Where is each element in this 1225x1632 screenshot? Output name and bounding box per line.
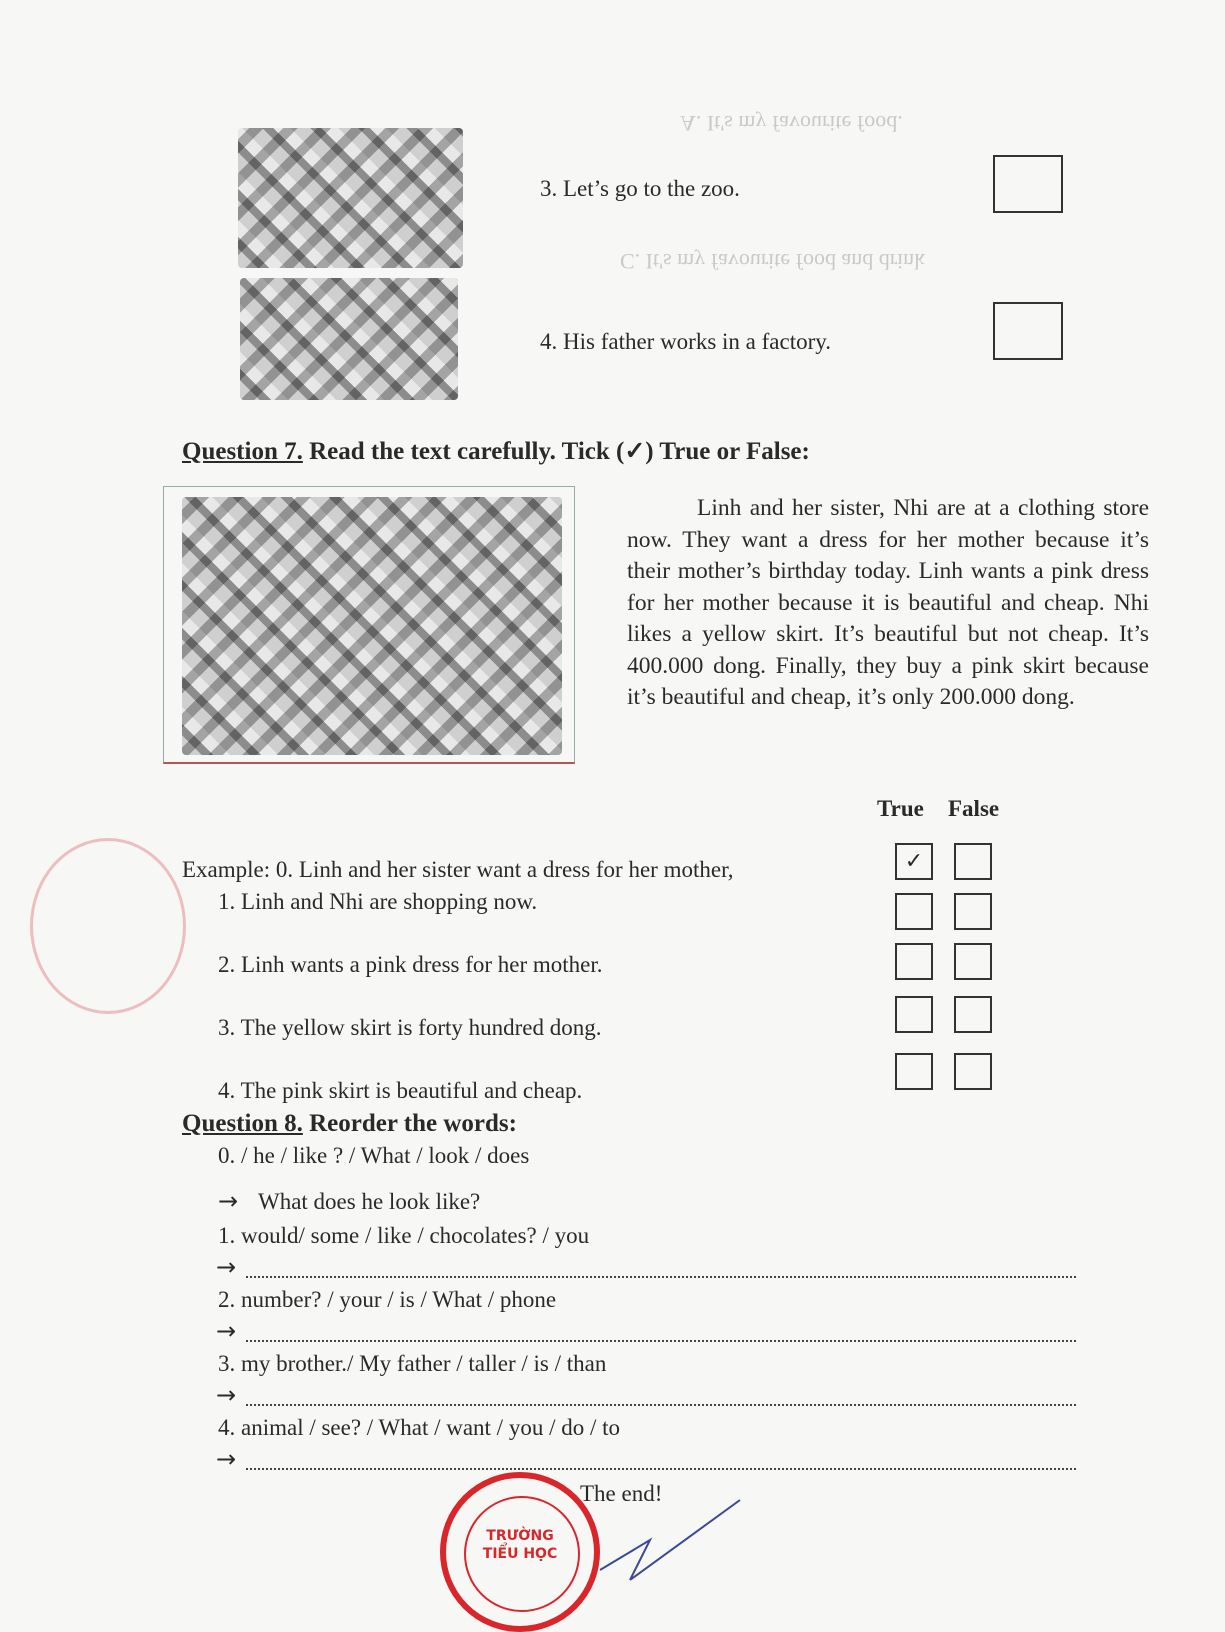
true-column-header: True bbox=[877, 796, 924, 821]
reorder-prompt-1: 1. would/ some / like / chocolates? / you bbox=[218, 1223, 590, 1248]
question-8-heading bbox=[182, 1110, 517, 1138]
statement-1-true-checkbox[interactable] bbox=[895, 893, 933, 930]
statement-2-true-checkbox[interactable] bbox=[895, 943, 933, 980]
example-true-checkbox[interactable]: ✓ bbox=[895, 843, 933, 880]
zoo-animals-image bbox=[238, 128, 463, 268]
statement-4: 4. The pink skirt is beautiful and cheap. bbox=[218, 1078, 583, 1103]
reorder-prompt-3: 3. my brother./ My father / taller / is / than bbox=[218, 1351, 607, 1376]
bleed-through-text: C. It's my favourite food and drink bbox=[620, 249, 926, 274]
clothing-store-image bbox=[182, 497, 562, 755]
arrow-icon: → bbox=[216, 1445, 237, 1473]
reorder-prompt-2: 2. number? / your / is / What / phone bbox=[218, 1287, 557, 1312]
question-8-instruction: Reorder the words: bbox=[302, 1110, 517, 1137]
false-column-header: False bbox=[948, 796, 1000, 821]
reading-passage: Linh and her sister, Nhi are at a clothing store now. They want a dress for her mother because it’s their mother’s birthday today. Linh wants a pink dress for her mother because it is beautiful and cheap. Nhi likes a yellow skirt. It’s beautiful but not cheap. It’s 400.000 dong. Finally, they buy a pink skirt because it’s beautiful and cheap, it’s only 200.000 dong. bbox=[627, 495, 1149, 710]
factory-image bbox=[240, 278, 458, 400]
arrow-icon: → bbox=[216, 1381, 237, 1409]
reorder-example-answer: What does he look like? bbox=[258, 1189, 481, 1214]
answer-line-3[interactable] bbox=[246, 1404, 1076, 1406]
example-false-checkbox[interactable] bbox=[954, 843, 992, 880]
signature bbox=[590, 1480, 770, 1585]
item-4-answer-box[interactable] bbox=[993, 302, 1063, 360]
statement-2-false-checkbox[interactable] bbox=[954, 943, 992, 980]
example-text: : 0. Linh and her sister want a dress for her mother, bbox=[263, 857, 734, 882]
question-7-heading bbox=[182, 436, 810, 466]
item-3-answer-box[interactable] bbox=[993, 155, 1063, 213]
end-text: The end! bbox=[580, 1481, 663, 1506]
arrow-icon: → bbox=[218, 1187, 239, 1215]
reorder-prompt-4: 4. animal / see? / What / want / you / do / to bbox=[218, 1415, 620, 1440]
statement-1-false-checkbox[interactable] bbox=[954, 893, 992, 930]
example-label: Example bbox=[182, 857, 264, 882]
stamp-line-1: TRƯỜNG bbox=[486, 1528, 554, 1544]
shopping-image-frame bbox=[163, 486, 575, 764]
example-statement bbox=[182, 856, 734, 884]
arrow-icon: → bbox=[216, 1253, 237, 1281]
item-3-text: 3. Let’s go to the zoo. bbox=[540, 176, 740, 201]
statement-4-true-checkbox[interactable] bbox=[895, 1053, 933, 1090]
faded-stamp bbox=[30, 838, 186, 1014]
question-7-label: Question 7. bbox=[182, 438, 303, 465]
item-4-text: 4. His father works in a factory. bbox=[540, 329, 832, 354]
school-stamp bbox=[440, 1472, 600, 1632]
statement-2: 2. Linh wants a pink dress for her mother. bbox=[218, 952, 603, 977]
answer-line-2[interactable] bbox=[246, 1340, 1076, 1342]
arrow-icon: → bbox=[216, 1317, 237, 1345]
statement-4-false-checkbox[interactable] bbox=[954, 1053, 992, 1090]
answer-line-1[interactable] bbox=[246, 1276, 1076, 1278]
statement-3: 3. The yellow skirt is forty hundred dong. bbox=[218, 1015, 602, 1040]
bleed-through-text: A. It's my favourite food. bbox=[680, 111, 903, 136]
answer-line-4[interactable] bbox=[246, 1468, 1076, 1470]
statement-3-false-checkbox[interactable] bbox=[954, 996, 992, 1033]
statement-1: 1. Linh and Nhi are shopping now. bbox=[218, 889, 538, 914]
statement-3-true-checkbox[interactable] bbox=[895, 996, 933, 1033]
stamp-line-2: TIỂU HỌC bbox=[482, 1546, 558, 1562]
question-7-instruction: Read the text carefully. Tick (✓) True or False: bbox=[302, 438, 810, 465]
question-8-label: Question 8. bbox=[182, 1110, 303, 1137]
reorder-example-prompt: 0. / he / like ? / What / look / does bbox=[218, 1143, 530, 1168]
